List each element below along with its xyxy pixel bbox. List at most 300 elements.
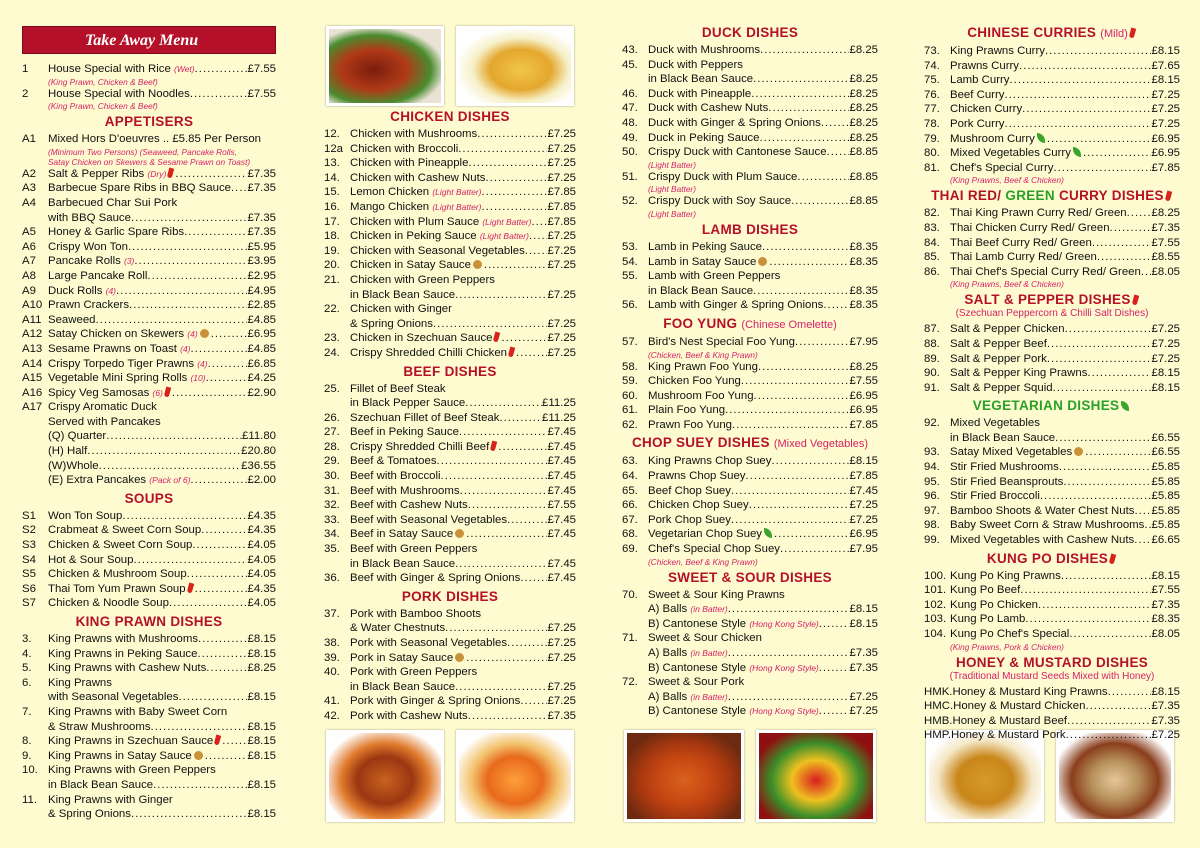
item-price: £8.15 <box>247 633 276 645</box>
item-name <box>48 763 216 778</box>
item-name-text: Szechuan Fillet of Beef Steak <box>350 411 500 424</box>
chili-icon <box>1165 191 1172 202</box>
item-price: £8.15 <box>247 735 276 748</box>
item-note: (King Prawn, Chicken & Beef) <box>48 76 158 87</box>
menu-item <box>924 146 1180 161</box>
dot-leader <box>1040 489 1152 504</box>
item-name-wrap <box>350 396 542 411</box>
item-price: £8.25 <box>849 102 878 115</box>
section-heading-text: FOO YUNG <box>663 315 738 331</box>
dot-leader <box>1061 569 1152 584</box>
item-name-wrap <box>350 513 547 528</box>
item-name-text: Beef with Mushrooms <box>350 484 460 497</box>
dot-leader <box>485 171 547 186</box>
menu-item <box>22 793 276 808</box>
item-price: £11.25 <box>542 397 576 410</box>
item-number: HMP. <box>924 729 952 742</box>
item-name-wrap <box>48 676 276 691</box>
item-name <box>950 416 1040 431</box>
menu-item <box>622 58 878 73</box>
item-name <box>350 694 520 709</box>
item-name-text: Thai Beef Curry Red/ Green <box>950 236 1092 249</box>
item-price: £7.25 <box>547 346 576 359</box>
dot-leader <box>1097 250 1152 265</box>
item-name-wrap <box>350 382 576 397</box>
item-price: £8.15 <box>247 691 276 704</box>
item-name-text: King Prawn Foo Yung <box>648 360 758 373</box>
item-price: £7.55 <box>247 63 276 75</box>
item-name <box>648 72 753 87</box>
item-name-wrap <box>48 567 247 582</box>
item-number: 93. <box>924 446 940 459</box>
dot-leader <box>1025 612 1151 627</box>
menu-item <box>622 690 878 705</box>
item-number: 64. <box>622 470 638 483</box>
item-number: 41. <box>324 695 340 708</box>
chili-icon <box>214 735 221 746</box>
item-price: £4.05 <box>247 568 276 581</box>
item-name-text: Pancake Rolls <box>48 255 121 268</box>
item-price: £5.85 <box>1151 490 1180 503</box>
item-price: £5.85 <box>1151 519 1180 532</box>
item-price: £7.45 <box>547 528 576 541</box>
item-name-text: Beef with Ginger & Spring Onions <box>350 572 521 585</box>
item-number: 92. <box>924 417 940 430</box>
item-name-text: in Black Bean Sauce <box>950 431 1056 444</box>
item-name <box>950 102 1022 117</box>
item-price: £7.45 <box>547 557 576 570</box>
item-number: 37. <box>324 607 340 620</box>
item-number: 71. <box>622 632 638 645</box>
item-price: £4.05 <box>247 539 276 552</box>
item-name-wrap <box>350 273 576 288</box>
menu-item <box>22 211 276 226</box>
menu-item <box>622 240 878 255</box>
item-price: £7.25 <box>547 637 576 649</box>
item-name-text: Crispy Shredded Chilli Beef <box>350 440 490 453</box>
item-name-wrap <box>648 454 849 469</box>
dot-leader <box>1066 728 1152 743</box>
menu-item <box>622 101 878 116</box>
dot-leader <box>131 211 248 226</box>
menu-item <box>324 651 576 666</box>
item-name-wrap <box>48 705 276 720</box>
item-name <box>648 298 823 313</box>
item-number <box>324 680 350 695</box>
menu-item <box>22 167 276 182</box>
item-name-text: Beef in Peking Sauce <box>350 426 459 439</box>
dot-leader <box>728 690 850 705</box>
item-price: £7.35 <box>849 661 878 674</box>
item-name-text: Beef Curry <box>950 88 1005 101</box>
nut-icon <box>758 257 767 266</box>
item-number: 75. <box>924 74 940 87</box>
item-name-text: Lamb in Satay Sauce <box>648 255 757 268</box>
menu-item <box>622 454 878 469</box>
dot-leader <box>1045 44 1152 59</box>
menu-item <box>324 542 576 557</box>
item-name-text: Sweet & Sour Pork <box>648 676 745 689</box>
item-name-text: in Black Bean Sauce <box>350 680 456 693</box>
item-price: £8.15 <box>1151 367 1180 380</box>
menu-item <box>924 699 1180 714</box>
dot-leader <box>1020 583 1151 598</box>
dot-leader <box>731 484 850 499</box>
menu-item <box>924 685 1180 700</box>
menu-item <box>622 527 878 542</box>
item-number <box>622 690 648 705</box>
item-name-wrap <box>48 596 247 611</box>
dot-leader <box>153 778 247 793</box>
item-tag: (Pack of 6) <box>149 475 191 486</box>
item-name <box>350 396 465 411</box>
item-price: £8.15 <box>247 749 276 762</box>
item-name-wrap <box>48 429 242 444</box>
section-heading <box>22 114 276 130</box>
dot-leader <box>1019 59 1151 74</box>
item-name <box>350 244 525 259</box>
item-number: 33. <box>324 513 340 526</box>
item-name-text: Satay Mixed Vegetables <box>950 446 1073 459</box>
item-name-wrap <box>350 185 547 200</box>
dot-leader <box>525 244 548 259</box>
item-name-wrap <box>648 58 878 73</box>
dot-leader <box>172 386 248 401</box>
item-name <box>48 793 173 808</box>
item-price: £8.15 <box>1151 685 1180 698</box>
item-name <box>48 473 190 488</box>
menu-item <box>324 127 576 142</box>
menu-item <box>22 444 276 459</box>
item-name <box>648 284 753 299</box>
item-number: 18. <box>324 230 340 243</box>
menu-item <box>22 778 276 793</box>
item-price: £5.85 <box>1151 461 1180 474</box>
item-name-text: Chef's Special Curry <box>950 161 1054 174</box>
item-name-wrap <box>950 44 1151 59</box>
item-name-text: Crispy Shredded Chilli Chicken <box>350 346 508 359</box>
item-price: £7.85 <box>849 470 878 483</box>
item-name-text: Pork with Ginger & Spring Onions <box>350 695 521 708</box>
item-number: 11. <box>22 793 37 806</box>
item-name-text: Kung Po Beef <box>950 584 1021 597</box>
item-name-text: Stir Fried Beansprouts <box>950 475 1064 488</box>
item-name <box>648 646 728 661</box>
item-number: 32. <box>324 499 340 512</box>
item-name-wrap <box>48 132 276 147</box>
item-price: £2.95 <box>247 269 276 282</box>
item-name-wrap <box>648 403 849 418</box>
menu-item <box>22 582 276 597</box>
item-number: 88. <box>924 337 940 350</box>
item-number: 47. <box>622 102 638 115</box>
item-name-text: A) Balls <box>648 690 688 703</box>
item-number: A11 <box>22 313 42 326</box>
item-name-wrap <box>48 720 247 735</box>
item-name <box>48 132 261 147</box>
menu-item <box>622 602 878 617</box>
item-name <box>648 704 819 719</box>
dot-leader <box>190 87 248 102</box>
menu-item <box>22 415 276 430</box>
menu-item <box>324 557 576 572</box>
menu-item <box>924 416 1180 431</box>
item-number: A17 <box>22 401 43 414</box>
item-name-text: Bird's Nest Special Foo Yung <box>648 335 795 348</box>
menu-item <box>22 734 276 749</box>
item-number: 9. <box>22 749 32 762</box>
item-number: 84. <box>924 236 940 249</box>
menu-item <box>924 533 1180 548</box>
section-heading-text: APPETISERS <box>104 114 194 130</box>
chili-icon <box>490 440 497 451</box>
item-price: £7.45 <box>547 426 576 439</box>
item-name <box>950 445 1085 460</box>
item-name <box>48 240 128 255</box>
item-note: (Light Batter) <box>648 159 696 170</box>
menu-item <box>22 132 276 147</box>
item-name-text: Chicken Foo Yung <box>648 375 741 388</box>
item-name <box>350 484 460 499</box>
item-number: 66. <box>622 499 638 512</box>
item-name <box>953 699 1085 714</box>
dot-leader <box>1047 132 1152 147</box>
item-name-text: Stir Fried Mushrooms <box>950 461 1059 474</box>
dot-leader <box>468 498 548 513</box>
item-name-wrap <box>950 627 1151 642</box>
item-price: £7.45 <box>547 440 576 453</box>
item-name-text: King Prawns in Peking Sauce <box>48 647 198 660</box>
item-name-text: King Prawns with Ginger <box>48 793 173 806</box>
item-name-wrap <box>648 240 849 255</box>
item-name <box>48 313 96 328</box>
menu-item <box>324 454 576 469</box>
dot-leader <box>191 342 248 357</box>
item-note: (King Prawns, Beef & Chicken) <box>950 279 1064 290</box>
menu-item <box>924 518 1180 533</box>
item-name-text: Prawn Foo Yung <box>648 418 733 431</box>
item-name <box>648 58 743 73</box>
item-name <box>48 342 191 357</box>
item-name-text: Crabmeat & Sweet Corn Soup <box>48 524 202 537</box>
item-number: 52. <box>622 195 638 208</box>
item-name <box>648 116 821 131</box>
dot-leader <box>1004 117 1151 132</box>
item-name-text: House Special with Rice <box>48 63 171 75</box>
item-name <box>648 602 728 617</box>
menu-item <box>324 636 576 651</box>
item-name-wrap <box>48 87 247 102</box>
item-number <box>324 317 350 332</box>
dot-leader <box>762 240 850 255</box>
item-number: 59. <box>622 375 638 388</box>
item-note: (King Prawn, Chicken & Beef) <box>48 101 158 112</box>
menu-item <box>324 694 576 709</box>
item-name <box>48 459 99 474</box>
dot-leader <box>481 185 547 200</box>
item-name-wrap <box>952 714 1151 729</box>
item-name <box>950 518 1144 533</box>
item-name-text: Chicken with Green Peppers <box>350 273 495 286</box>
item-price: £7.55 <box>1151 236 1180 249</box>
menu-item <box>622 646 878 661</box>
menu-item <box>324 346 576 361</box>
item-name <box>350 680 455 695</box>
item-name-wrap <box>950 221 1151 236</box>
item-name <box>350 607 481 622</box>
item-name-wrap <box>48 211 247 226</box>
item-price: £8.85 <box>849 195 878 208</box>
item-price: £4.35 <box>247 509 276 522</box>
item-name-wrap <box>48 553 247 568</box>
item-price: £36.55 <box>241 459 276 472</box>
item-name-text: Duck with Peppers <box>648 58 743 71</box>
item-name <box>48 734 222 749</box>
item-price: £7.25 <box>547 244 576 257</box>
item-name <box>48 444 87 459</box>
dot-leader <box>1127 206 1152 221</box>
item-price: £8.25 <box>849 44 878 56</box>
item-price: £8.25 <box>849 73 878 86</box>
item-name-text: & Spring Onions <box>350 317 433 330</box>
item-name-text: Pork Chop Suey <box>648 513 731 526</box>
item-name-text: in Black Bean Sauce <box>648 284 754 297</box>
item-number: 99. <box>924 534 940 547</box>
item-name-text: Chicken with Plum Sauce <box>350 215 480 228</box>
dot-leader <box>178 690 247 705</box>
menu-item <box>22 386 276 401</box>
item-number: A3 <box>22 182 36 195</box>
menu-item <box>924 250 1180 265</box>
item-price: £7.95 <box>849 335 878 348</box>
item-name-text: Salt & Pepper Pork <box>950 352 1047 365</box>
item-name <box>950 44 1045 59</box>
menu-item <box>924 337 1180 352</box>
item-name-text: in Black Bean Sauce <box>350 557 456 570</box>
item-number: 15. <box>324 186 340 199</box>
item-name-text: King Prawns in Szechuan Sauce <box>48 735 214 748</box>
item-number: 40. <box>324 666 340 679</box>
item-name-wrap <box>350 302 576 317</box>
item-name-wrap <box>648 101 849 116</box>
item-name-wrap <box>950 352 1151 367</box>
dot-leader <box>507 636 547 651</box>
item-name-wrap <box>648 631 878 646</box>
item-name-wrap <box>48 473 247 488</box>
item-name-text: Salt & Pepper Beef <box>950 337 1047 350</box>
dot-leader <box>741 374 850 389</box>
item-number: 101. <box>924 584 947 597</box>
item-name <box>950 475 1063 490</box>
item-number: A9 <box>22 284 36 297</box>
item-name-text: Chicken with Cashew Nuts <box>350 171 486 184</box>
menu-item <box>622 418 878 433</box>
menu-item <box>924 117 1180 132</box>
item-name-wrap <box>648 194 849 209</box>
item-number: 63. <box>622 455 638 468</box>
item-name <box>48 298 129 313</box>
item-name-wrap <box>48 523 247 538</box>
item-name-wrap <box>648 602 849 617</box>
item-name <box>648 194 791 209</box>
item-number: 50. <box>622 146 638 159</box>
item-name-wrap <box>648 661 849 676</box>
dot-leader <box>468 156 547 171</box>
item-price: £8.15 <box>247 778 276 791</box>
dot-leader <box>732 418 849 433</box>
item-name <box>950 598 1038 613</box>
dot-leader <box>1038 598 1151 613</box>
section-heading-text: THAI RED/ <box>931 188 1006 204</box>
item-name-text: in Black Bean Sauce <box>648 73 754 86</box>
item-number: 57. <box>622 335 638 348</box>
item-name-text: King Prawns <box>48 676 112 689</box>
item-name <box>48 181 231 196</box>
item-number <box>22 720 48 735</box>
item-name-text: Crispy Torpedo Tiger Prawns <box>48 357 195 370</box>
dot-leader <box>507 513 547 528</box>
item-number <box>22 211 48 226</box>
menu-item <box>324 621 576 636</box>
item-name-wrap <box>950 518 1151 533</box>
item-name-text: Mushroom Curry <box>950 132 1035 145</box>
dot-leader <box>134 254 247 269</box>
section-heading-text: LAMB DISHES <box>701 221 799 237</box>
dot-leader <box>1110 221 1152 236</box>
item-name <box>950 250 1097 265</box>
item-name-wrap <box>350 694 547 709</box>
nut-icon <box>200 329 209 338</box>
menu-item <box>924 460 1180 475</box>
item-name-wrap <box>48 763 276 778</box>
menu-item <box>622 498 878 513</box>
menu-item <box>924 221 1180 236</box>
item-name-text: Beef with Cashew Nuts <box>350 499 468 512</box>
item-number: HMC. <box>924 700 954 713</box>
dot-leader <box>195 582 248 597</box>
item-number: 12a <box>324 142 344 155</box>
item-name <box>648 527 774 542</box>
item-name-text: Seaweed <box>48 313 96 326</box>
item-name-text: Chicken in Satay Sauce <box>350 259 471 272</box>
item-price: £7.45 <box>547 470 576 483</box>
item-name-wrap <box>953 699 1151 714</box>
item-name-wrap <box>48 371 247 386</box>
dot-leader <box>122 509 247 524</box>
item-number <box>622 661 648 676</box>
menu-item <box>324 571 576 586</box>
item-name <box>350 571 520 586</box>
item-name <box>48 327 211 342</box>
menu-item <box>22 284 276 299</box>
item-price: £7.25 <box>547 157 576 170</box>
dot-leader <box>206 371 248 386</box>
item-name-text: with Seasonal Vegetables <box>48 691 179 704</box>
item-name-text: Stir Fried Broccoli <box>950 490 1040 503</box>
item-price: £7.55 <box>247 87 276 100</box>
menu-item <box>22 676 276 691</box>
dot-leader <box>433 317 548 332</box>
item-number: 7. <box>22 705 32 718</box>
menu-item <box>22 225 276 240</box>
item-price: £7.35 <box>247 226 276 239</box>
menu-title: Take Away Menu <box>22 26 276 54</box>
item-name <box>48 690 178 705</box>
section-heading <box>622 25 878 41</box>
item-name <box>648 542 780 557</box>
menu-item <box>22 567 276 582</box>
section-heading <box>924 25 1180 42</box>
